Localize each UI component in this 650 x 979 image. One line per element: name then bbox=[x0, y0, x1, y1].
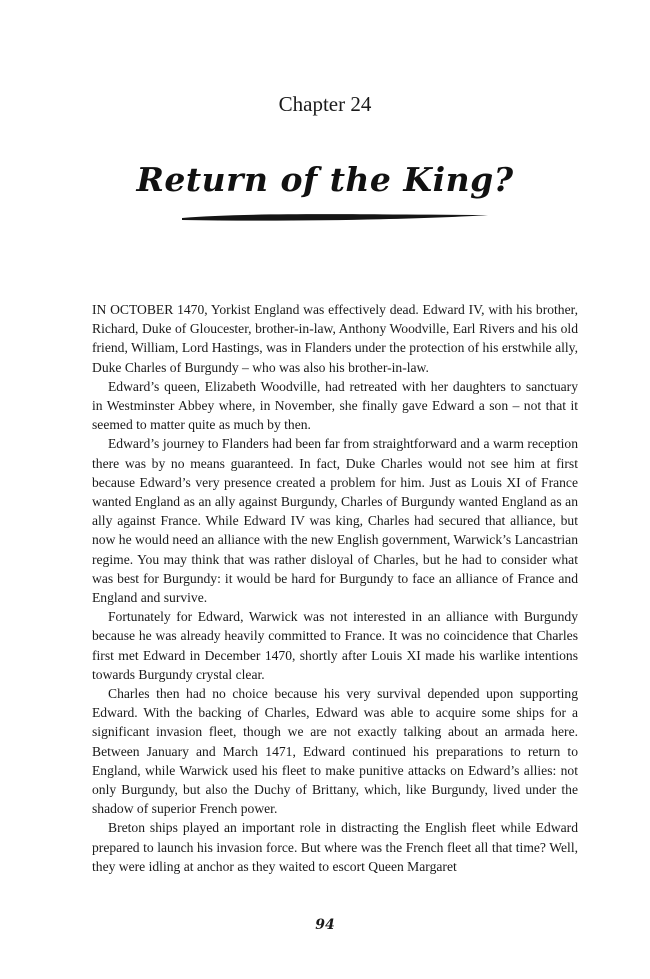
paragraph: Breton ships played an important role in distracting the English fleet while Edward prepared to launch his invasion force. But where was the French fleet all that time? Well, they were idling at anchor as they waited to escort Queen Margaret bbox=[92, 820, 578, 874]
paragraph: IN OCTOBER 1470, Yorkist England was effectively dead. Edward IV, with his brother, Richard, Duke of Gloucester, brother-in-law, Anthony Woodville, Earl Rivers and his old friend, William, Lord Hastings, was in Flanders under the protection of his erstwhile ally, Duke Charles of Burgundy – who was also his brother-in-law. bbox=[92, 302, 578, 375]
paragraph: Edward’s queen, Elizabeth Woodville, had retreated with her daughters to sanctuary in Westminster Abbey where, in November, she finally gave Edward a son – not that it seemed to matter quite as much by then. bbox=[92, 378, 578, 433]
paragraph: Edward’s journey to Flanders had been far from straightforward and a warm reception there was by no means guaranteed. In fact, Duke Charles would not see him at first because Edward’s very presence created a problem for him. Just as Louis XI of France wanted England as an ally against Burgundy, Charles of Burgundy wanted England as an ally against France. While Edward IV was king, Charles had secured that alliance, but now he would need an alliance with the new English government, Warwick’s Lancastrian regime. You may think that was rather disloyal of Charles, but he had to consider what was best for Burgundy: it would be hard for Burgundy to face an alliance of France and England and survive. bbox=[92, 436, 578, 606]
title-underline bbox=[180, 210, 490, 224]
paragraph: Fortunately for Edward, Warwick was not interested in an alliance with Burgundy because he was already heavily committed to France. It was no coincidence that Charles first met Edward in December 1470, shortly after Louis XI made his warlike intentions towards Burgundy crystal clear. bbox=[92, 609, 578, 682]
chapter-body bbox=[92, 300, 578, 876]
page-number: 94 bbox=[315, 917, 335, 933]
chapter-label: Chapter 24 bbox=[278, 92, 372, 116]
paragraph: Charles then had no choice because his very survival depended upon supporting Edward. With the backing of Charles, Edward was able to acquire some ships for a significant invasion fleet, though we are not exactly talking about an armada here. Between January and March 1471, Edward continued his preparations to return to England, while Warwick used his fleet to make punitive attacks on Edward’s allies: not only Burgundy, but also the Duchy of Brittany, which, like Burgundy, lived under the shadow of superior French power. bbox=[92, 686, 578, 817]
chapter-title: Return of the King? bbox=[136, 160, 514, 199]
